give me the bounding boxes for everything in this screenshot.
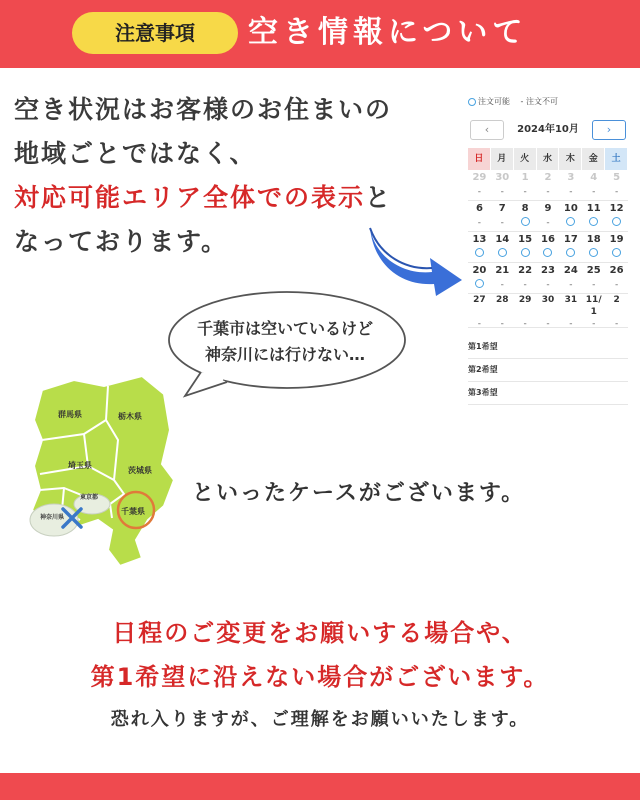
intro-line-2: 地域ごとではなく、 bbox=[14, 139, 257, 168]
day-number: 25 bbox=[586, 265, 601, 276]
day-number: 28 bbox=[496, 295, 509, 305]
unavailable-mark: - bbox=[546, 218, 550, 228]
map-label-tochigi: 栃木県 bbox=[118, 412, 142, 421]
day-number: 15 bbox=[518, 234, 533, 245]
kanto-map-shape bbox=[24, 370, 184, 570]
available-circle-icon bbox=[559, 248, 582, 261]
day-number: 30 bbox=[495, 172, 510, 183]
notice-line-3: 恐れ入りますが、ご理解をお願いいたします。 bbox=[110, 709, 530, 730]
calendar-day[interactable] bbox=[559, 232, 582, 263]
available-circle-icon bbox=[605, 248, 628, 261]
bubble-line-2: 神奈川には行けない… bbox=[204, 345, 365, 364]
intro-line-3-tail: と bbox=[365, 183, 393, 212]
day-number: 17 bbox=[563, 234, 578, 245]
notice-line-1: 日程のご変更をお願いする場合や、 bbox=[112, 619, 528, 647]
day-number: 29 bbox=[518, 295, 532, 305]
calendar-day[interactable] bbox=[559, 294, 582, 328]
calendar-month: 2024年10月 bbox=[517, 124, 579, 135]
available-circle-icon bbox=[491, 248, 514, 261]
unavailable-mark: - bbox=[569, 280, 573, 290]
unavailable-mark: - bbox=[500, 218, 504, 228]
calendar-day[interactable] bbox=[605, 294, 628, 328]
calendar-grid bbox=[468, 170, 628, 328]
legend-available: 注文可能 bbox=[478, 97, 510, 106]
day-number: 27 bbox=[473, 295, 486, 305]
legend-unavailable-mark: - bbox=[520, 97, 524, 106]
weekday-header: 金 bbox=[582, 148, 605, 170]
day-number: 13 bbox=[472, 234, 487, 245]
calendar-day[interactable] bbox=[468, 294, 491, 328]
calendar-day[interactable] bbox=[491, 232, 514, 263]
calendar-day[interactable] bbox=[468, 201, 491, 232]
calendar-day[interactable] bbox=[491, 294, 514, 328]
calendar-day[interactable] bbox=[514, 170, 537, 201]
notice-badge: 注意事項 bbox=[72, 12, 238, 54]
day-number: 24 bbox=[563, 265, 578, 276]
calendar-day[interactable] bbox=[514, 232, 537, 263]
weekday-header: 月 bbox=[491, 148, 514, 170]
intro-line-3 bbox=[14, 176, 474, 220]
calendar-day[interactable] bbox=[491, 170, 514, 201]
unavailable-mark: - bbox=[546, 280, 550, 290]
available-circle-icon bbox=[537, 248, 560, 261]
calendar-day[interactable] bbox=[514, 263, 537, 294]
map-label-chiba: 千葉県 bbox=[121, 507, 145, 516]
notice-line-2: 第1希望に沿えない場合がございます。 bbox=[90, 663, 550, 691]
unavailable-mark: - bbox=[546, 319, 550, 329]
day-number: 2 bbox=[544, 172, 552, 183]
available-circle-icon bbox=[468, 248, 491, 261]
calendar-day[interactable] bbox=[537, 294, 560, 328]
day-number: 22 bbox=[518, 265, 533, 276]
available-circle-icon bbox=[582, 248, 605, 261]
day-number: 29 bbox=[472, 172, 487, 183]
calendar-day[interactable] bbox=[537, 263, 560, 294]
calendar-day[interactable] bbox=[582, 170, 605, 201]
legend-unavailable: 注文不可 bbox=[525, 97, 558, 106]
weekday-header: 土 bbox=[605, 148, 628, 170]
case-text: といったケースがございます。 bbox=[192, 481, 526, 506]
wish-list bbox=[468, 336, 628, 405]
calendar-day[interactable] bbox=[514, 294, 537, 328]
day-number: 11 bbox=[586, 203, 601, 214]
unavailable-mark: - bbox=[569, 319, 573, 329]
wish-row[interactable]: 第1希望 bbox=[468, 336, 628, 359]
unavailable-mark: - bbox=[592, 187, 596, 197]
unavailable-mark: - bbox=[523, 319, 527, 329]
unavailable-mark: - bbox=[592, 280, 596, 290]
map-label-tokyo: 東京都 bbox=[80, 494, 99, 501]
day-number: 23 bbox=[541, 265, 555, 276]
calendar-header bbox=[468, 120, 628, 142]
available-circle-icon bbox=[514, 217, 537, 230]
prev-month-button[interactable]: ‹ bbox=[470, 120, 504, 140]
weekday-header: 木 bbox=[559, 148, 582, 170]
calendar-day[interactable] bbox=[559, 170, 582, 201]
day-number: 1 bbox=[521, 172, 529, 183]
calendar-day[interactable] bbox=[468, 263, 491, 294]
map-label-ibaraki: 茨城県 bbox=[128, 466, 152, 475]
calendar-day[interactable] bbox=[468, 170, 491, 201]
weekday-header: 火 bbox=[514, 148, 537, 170]
day-number: 7 bbox=[498, 203, 506, 214]
available-circle-icon bbox=[582, 217, 605, 230]
intro-line-4: なっております。 bbox=[14, 227, 229, 256]
day-number: 18 bbox=[586, 234, 601, 245]
day-number: 9 bbox=[544, 203, 552, 214]
calendar-day[interactable] bbox=[582, 232, 605, 263]
calendar-day[interactable] bbox=[537, 170, 560, 201]
unavailable-mark: - bbox=[569, 187, 573, 197]
day-number: 11/ 1 bbox=[585, 295, 602, 317]
calendar-day[interactable] bbox=[491, 201, 514, 232]
calendar-day[interactable] bbox=[537, 232, 560, 263]
calendar-legend bbox=[468, 94, 628, 110]
calendar-day[interactable] bbox=[582, 201, 605, 232]
day-number: 6 bbox=[475, 203, 483, 214]
available-circle-icon bbox=[468, 98, 476, 106]
calendar-day[interactable] bbox=[605, 263, 628, 294]
day-number: 14 bbox=[495, 234, 510, 245]
day-number: 26 bbox=[609, 265, 624, 276]
calendar-day[interactable] bbox=[491, 263, 514, 294]
map-label-kanagawa: 神奈川県 bbox=[40, 514, 65, 521]
unavailable-mark: - bbox=[477, 319, 482, 329]
day-number: 19 bbox=[609, 234, 624, 245]
day-number: 16 bbox=[541, 234, 555, 245]
unavailable-mark: - bbox=[500, 319, 504, 329]
unavailable-mark: - bbox=[477, 218, 482, 228]
unavailable-mark: - bbox=[546, 187, 550, 197]
calendar-day[interactable] bbox=[582, 263, 605, 294]
unavailable-mark: - bbox=[477, 187, 482, 197]
weekday-header: 日 bbox=[468, 148, 491, 170]
day-number: 31 bbox=[564, 295, 578, 305]
day-number: 21 bbox=[495, 265, 510, 276]
day-number: 10 bbox=[563, 203, 578, 214]
calendar-day[interactable] bbox=[605, 232, 628, 263]
unavailable-mark: - bbox=[592, 319, 596, 329]
wish-row[interactable]: 第2希望 bbox=[468, 359, 628, 382]
weekday-row bbox=[468, 148, 628, 170]
calendar-day[interactable] bbox=[605, 201, 628, 232]
map-label-gunma: 群馬県 bbox=[58, 410, 82, 419]
available-circle-icon bbox=[559, 217, 582, 230]
intro-line-1: 空き状況はお客様のお住まいの bbox=[14, 95, 393, 124]
unavailable-mark: - bbox=[523, 280, 527, 290]
unavailable-mark: - bbox=[500, 187, 504, 197]
unavailable-mark: - bbox=[614, 319, 619, 329]
cross-icon bbox=[60, 506, 84, 530]
footer-bar bbox=[0, 773, 640, 800]
calendar-day[interactable] bbox=[468, 232, 491, 263]
available-circle-icon bbox=[605, 217, 628, 230]
unavailable-mark: - bbox=[500, 280, 504, 290]
day-number: 2 bbox=[613, 295, 620, 305]
calendar-day[interactable] bbox=[514, 201, 537, 232]
calendar-day[interactable] bbox=[559, 201, 582, 232]
calendar-day[interactable] bbox=[559, 263, 582, 294]
day-number: 20 bbox=[472, 265, 487, 276]
calendar-day[interactable] bbox=[537, 201, 560, 232]
unavailable-mark: - bbox=[614, 187, 619, 197]
available-circle-icon bbox=[468, 279, 491, 292]
page-title: 空き情報について bbox=[248, 15, 528, 50]
calendar-day[interactable] bbox=[605, 170, 628, 201]
header-bar bbox=[0, 0, 640, 68]
day-number: 3 bbox=[567, 172, 575, 183]
unavailable-mark: - bbox=[614, 280, 619, 290]
next-month-button[interactable]: › bbox=[592, 120, 626, 140]
wish-row[interactable]: 第3希望 bbox=[468, 382, 628, 405]
available-circle-icon bbox=[514, 248, 537, 261]
day-number: 30 bbox=[541, 295, 555, 305]
bubble-text bbox=[170, 316, 400, 368]
intro-highlight: 対応可能エリア全体での表示 bbox=[14, 183, 366, 212]
day-number: 8 bbox=[521, 203, 529, 214]
availability-calendar bbox=[468, 94, 628, 405]
map-label-saitama: 埼玉県 bbox=[68, 461, 92, 470]
kanto-map bbox=[24, 370, 184, 574]
day-number: 4 bbox=[590, 172, 598, 183]
calendar-day[interactable] bbox=[582, 294, 605, 328]
day-number: 12 bbox=[609, 203, 624, 214]
bubble-line-1: 千葉市は空いているけど bbox=[196, 319, 373, 338]
day-number: 5 bbox=[613, 172, 621, 183]
unavailable-mark: - bbox=[523, 187, 527, 197]
weekday-header: 水 bbox=[537, 148, 560, 170]
